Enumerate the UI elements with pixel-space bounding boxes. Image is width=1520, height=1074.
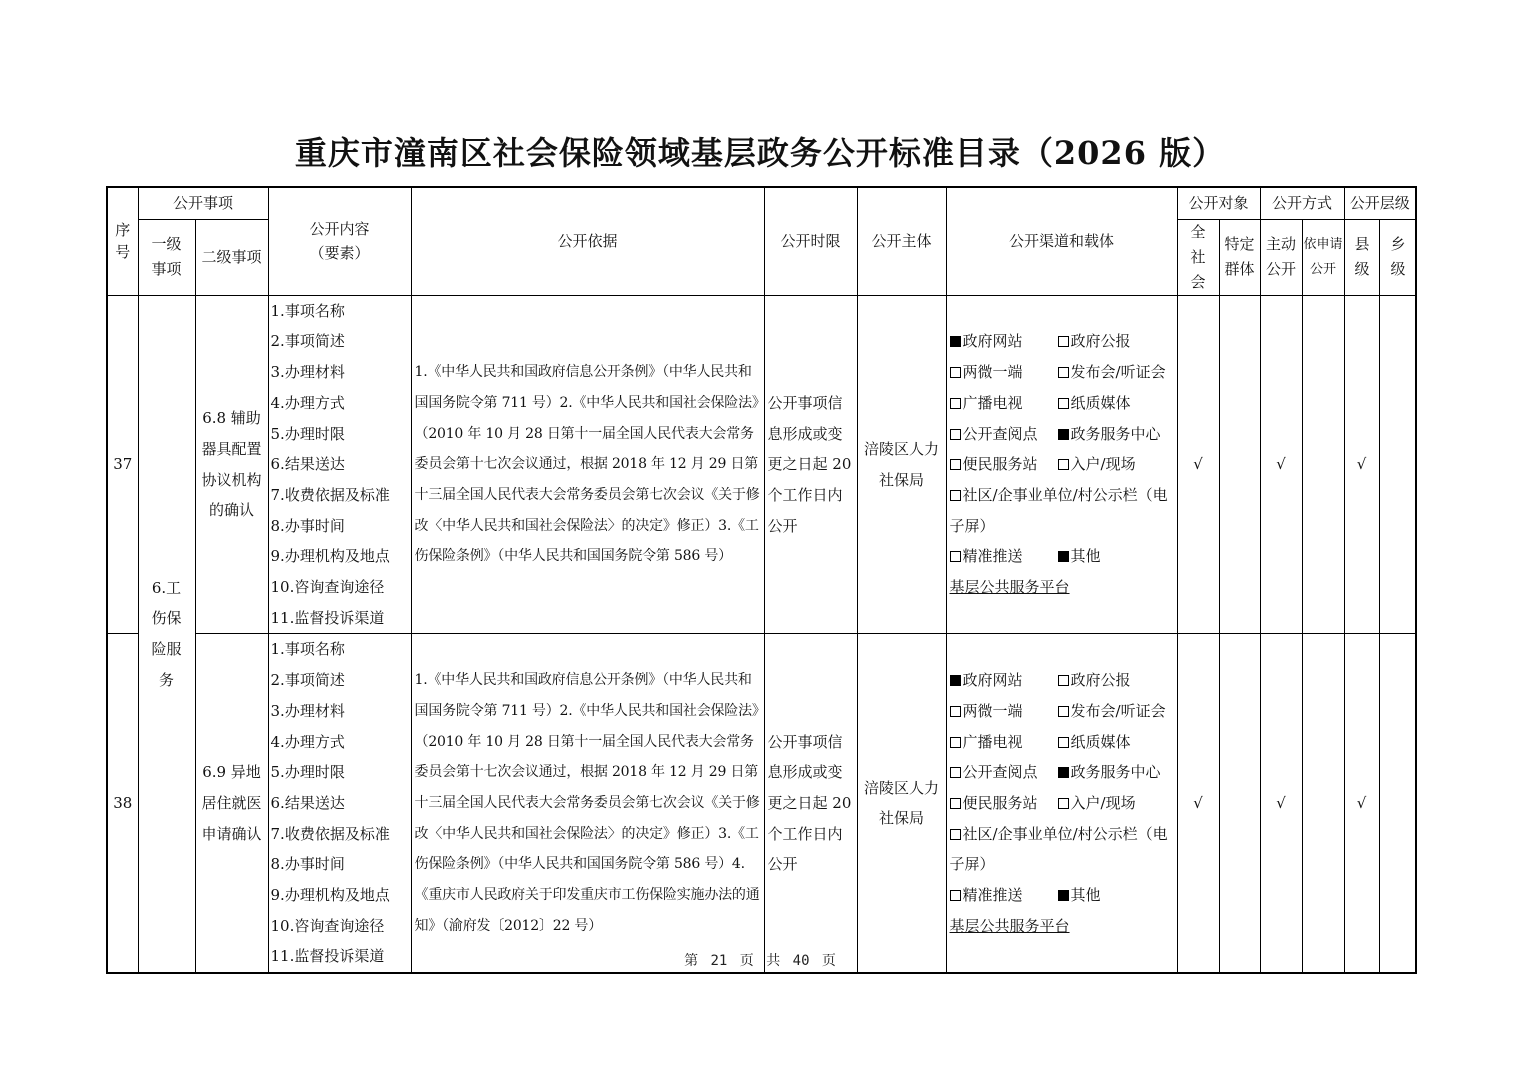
- channel-label: 精准推送: [962, 886, 1023, 905]
- checkbox-empty-icon: [950, 706, 961, 717]
- header-level1: 一级事项: [138, 219, 195, 295]
- mark-target-all: √: [1177, 634, 1219, 973]
- channel-label: 两微一端: [962, 701, 1023, 720]
- list-item: 3.办理材料: [270, 701, 345, 720]
- list-item: 2.事项简述: [270, 671, 345, 690]
- header-level-group: 公开层级: [1344, 187, 1416, 219]
- subject: 涪陵区人力社保局: [857, 634, 946, 973]
- header-method-request: 依申请公开: [1302, 219, 1344, 295]
- mark-level-township: [1379, 634, 1416, 973]
- row-seq: 37: [107, 295, 138, 634]
- list-item: 6.结果送达: [270, 793, 345, 812]
- content-list: [268, 634, 411, 973]
- checkbox-empty-icon: [1058, 737, 1069, 748]
- list-item: 9.办理机构及地点: [270, 886, 390, 905]
- table-row: [107, 295, 1416, 634]
- checkbox-empty-icon: [950, 829, 961, 840]
- time-limit: 公开事项信息形成或变更之日起 20 个工作日内公开: [764, 634, 857, 973]
- channel-label: 发布会/听证会: [1070, 701, 1166, 720]
- list-item: 2.事项简述: [270, 332, 345, 351]
- checkbox-empty-icon: [950, 890, 961, 901]
- checkbox-empty-icon: [950, 767, 961, 778]
- list-item: 10.咨询查询途径: [270, 578, 385, 597]
- level2-item: 6.8 辅助器具配置协议机构的确认: [195, 295, 268, 634]
- content-list: [268, 295, 411, 634]
- page-footer: 第 21 页 共 40 页: [684, 953, 836, 969]
- channel-label: 社区/企事业单位/村公示栏（电子屏）: [949, 485, 1168, 535]
- list-item: 4.办理方式: [270, 393, 345, 412]
- channel-label: 公开查阅点: [962, 424, 1038, 443]
- checkbox-empty-icon: [950, 429, 961, 440]
- list-item: 7.收费依据及标准: [270, 824, 390, 843]
- checkbox-empty-icon: [950, 367, 961, 378]
- header-target-all: 全社会: [1177, 219, 1219, 295]
- channels-list: [946, 295, 1177, 634]
- channel-label: 政务服务中心: [1070, 763, 1161, 782]
- checkbox-empty-icon: [1058, 798, 1069, 809]
- mark-method-request: [1302, 634, 1344, 973]
- channel-label: 两微一端: [962, 363, 1023, 382]
- table-row: [107, 634, 1416, 973]
- header-seq: 序号: [107, 187, 138, 295]
- mark-level-county: √: [1344, 295, 1379, 634]
- header-subject: 公开主体: [857, 187, 946, 295]
- checkbox-empty-icon: [950, 398, 961, 409]
- list-item: 8.办事时间: [270, 516, 345, 535]
- checkbox-empty-icon: [1058, 459, 1069, 470]
- checkbox-empty-icon: [1058, 336, 1069, 347]
- checkbox-empty-icon: [1058, 675, 1069, 686]
- mark-target-specific: [1219, 634, 1260, 973]
- mark-level-township: [1379, 295, 1416, 634]
- mark-level-county: √: [1344, 634, 1379, 973]
- channel-label: 社区/企事业单位/村公示栏（电子屏）: [949, 824, 1168, 874]
- channel-label: 便民服务站: [962, 455, 1038, 474]
- checkbox-checked-icon: [1058, 429, 1069, 440]
- header-method-active: 主动公开: [1260, 219, 1302, 295]
- list-item: 10.咨询查询途径: [270, 916, 385, 935]
- checkbox-checked-icon: [1058, 767, 1069, 778]
- list-item: 11.监督投诉渠道: [270, 608, 385, 627]
- checkbox-empty-icon: [1058, 398, 1069, 409]
- channel-label: 公开查阅点: [962, 763, 1038, 782]
- channel-label: 入户/现场: [1070, 455, 1136, 474]
- mark-method-request: [1302, 295, 1344, 634]
- channel-label: 政务服务中心: [1070, 424, 1161, 443]
- channel-label: 政府公报: [1070, 332, 1131, 351]
- header-target-specific: 特定群体: [1219, 219, 1260, 295]
- channel-label: 广播电视: [962, 393, 1023, 412]
- list-item: 7.收费依据及标准: [270, 485, 390, 504]
- channel-label: 政府网站: [962, 671, 1023, 690]
- list-item: 6.结果送达: [270, 455, 345, 474]
- header-channels: 公开渠道和载体: [946, 187, 1177, 295]
- header-target-group: 公开对象: [1177, 187, 1260, 219]
- time-limit: 公开事项信息形成或变更之日起 20 个工作日内公开: [764, 295, 857, 634]
- row-seq: 38: [107, 634, 138, 973]
- channel-label: 纸质媒体: [1070, 732, 1131, 751]
- checkbox-empty-icon: [950, 459, 961, 470]
- header-content: 公开内容（要素）: [268, 187, 411, 295]
- list-item: 3.办理材料: [270, 363, 345, 382]
- header-method-group: 公开方式: [1260, 187, 1344, 219]
- checkbox-checked-icon: [1058, 890, 1069, 901]
- channel-label: 其他: [1070, 886, 1101, 905]
- checkbox-empty-icon: [1058, 706, 1069, 717]
- header-time-limit: 公开时限: [764, 187, 857, 295]
- other-channel-text: 基层公共服务平台: [949, 578, 1070, 597]
- checkbox-empty-icon: [950, 551, 961, 562]
- basis-text: 1.《中华人民共和国政府信息公开条例》（中华人民共和国国务院令第 711 号）2.《中华人民共和国社会保险法》（2010 年 10 月 28 日第十一届全国人民代表大会常务委员会第十七次会议通过，根据 2018 年 12 月 29 日第十三届全国人民代表大会常务委员会第七次会议《关于修改〈中华人民共和国社会保险法〉的决定》修正）3.《工伤保险条例》（中华人民共和国国务院令第 586 号）4.《重庆市人民政府关于印发重庆市工伤保险实施办法的通知》（渝府发〔2012〕22 号）: [411, 634, 764, 973]
- header-row-1: [107, 187, 1416, 219]
- mark-method-active: √: [1260, 634, 1302, 973]
- channel-label: 政府网站: [962, 332, 1023, 351]
- channel-label: 纸质媒体: [1070, 393, 1131, 412]
- channels-list: [946, 634, 1177, 973]
- header-matter-group: 公开事项: [138, 187, 268, 219]
- channel-label: 发布会/听证会: [1070, 363, 1166, 382]
- list-item: 9.办理机构及地点: [270, 547, 390, 566]
- subject: 涪陵区人力社保局: [857, 295, 946, 634]
- checkbox-empty-icon: [950, 737, 961, 748]
- list-item: 11.监督投诉渠道: [270, 947, 385, 966]
- list-item: 8.办事时间: [270, 855, 345, 874]
- page-title: 重庆市潼南区社会保险领域基层政务公开标准目录（2026 版）: [294, 134, 1226, 172]
- checkbox-checked-icon: [950, 336, 961, 347]
- header-level2: 二级事项: [195, 219, 268, 295]
- channel-label: 精准推送: [962, 547, 1023, 566]
- channel-label: 广播电视: [962, 732, 1023, 751]
- other-channel-text: 基层公共服务平台: [949, 916, 1070, 935]
- checkbox-empty-icon: [950, 490, 961, 501]
- channel-label: 入户/现场: [1070, 793, 1136, 812]
- header-basis: 公开依据: [411, 187, 764, 295]
- basis-text: 1.《中华人民共和国政府信息公开条例》（中华人民共和国国务院令第 711 号）2.《中华人民共和国社会保险法》（2010 年 10 月 28 日第十一届全国人民代表大会常务委员会第十七次会议通过，根据 2018 年 12 月 29 日第十三届全国人民代表大会常务委员会第七次会议《关于修改〈中华人民共和国社会保险法〉的决定》修正）3.《工伤保险条例》（中华人民共和国国务院令第 586 号）: [411, 295, 764, 634]
- catalog-table: [106, 186, 1417, 974]
- list-item: 5.办理时限: [270, 424, 345, 443]
- mark-target-all: √: [1177, 295, 1219, 634]
- checkbox-empty-icon: [1058, 367, 1069, 378]
- header-level-township: 乡级: [1379, 219, 1416, 295]
- checkbox-checked-icon: [950, 675, 961, 686]
- list-item: 5.办理时限: [270, 763, 345, 782]
- channel-label: 政府公报: [1070, 671, 1131, 690]
- list-item: 1.事项名称: [270, 640, 345, 659]
- checkbox-empty-icon: [950, 798, 961, 809]
- list-item: 1.事项名称: [270, 301, 345, 320]
- mark-target-specific: [1219, 295, 1260, 634]
- level2-item: 6.9 异地居住就医申请确认: [195, 634, 268, 973]
- channel-label: 便民服务站: [962, 793, 1038, 812]
- mark-method-active: √: [1260, 295, 1302, 634]
- header-level-county: 县级: [1344, 219, 1379, 295]
- channel-label: 其他: [1070, 547, 1101, 566]
- list-item: 4.办理方式: [270, 732, 345, 751]
- level1-item: 6.工伤保险服务: [138, 295, 195, 973]
- checkbox-checked-icon: [1058, 551, 1069, 562]
